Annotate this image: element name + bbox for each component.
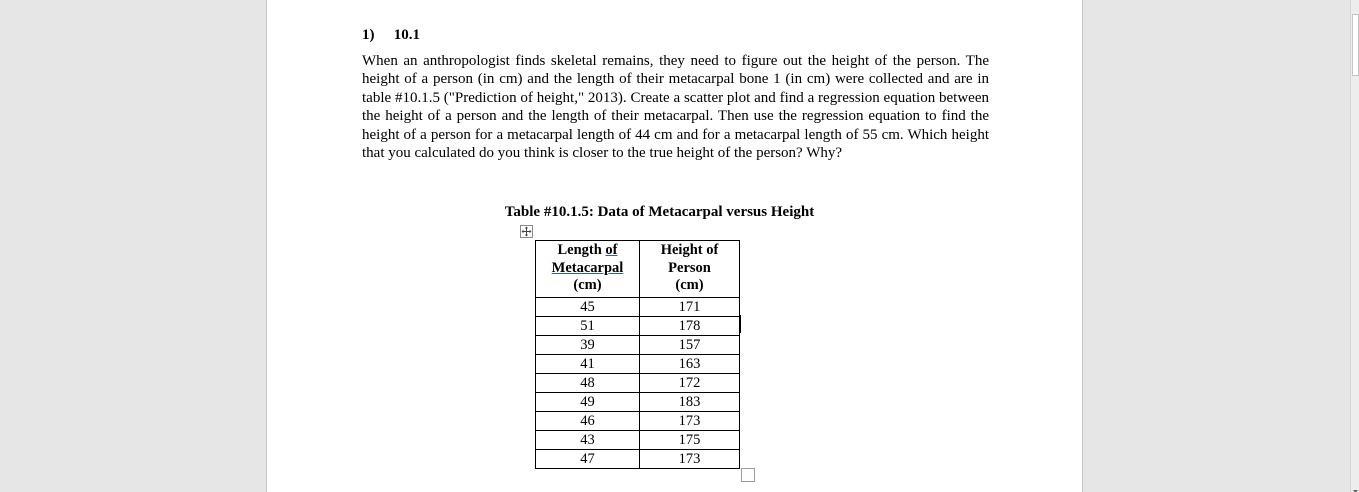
header-metacarpal-word: Metacarpal [551,259,624,276]
length-cell[interactable]: 43 [536,431,640,450]
height-cell[interactable]: 175 [640,431,740,450]
problem-id: 10.1 [393,27,420,43]
problem-paragraph: When an anthropologist finds skeletal remains, they need to figure out the height of the person. The height of a person (in cm) and the length of their metacarpal bone 1 (in cm) were collected and are in table #10.1.5 ("Prediction of height," 2013). Create a scatter plot and find a regression equation between the height of a person and the length of their metacarpal. Then use the regression equation to find the height of a person for a metacarpal length of 44 cm and for a metacarpal length of 55 cm. Which height that you calculated do you think is closer to the true height of the person? Why? [362,53,989,162]
header-col1-unit: (cm) [573,277,602,294]
header-col2-unit: (cm) [675,277,704,294]
height-cell[interactable]: 183 [640,393,740,412]
height-cell[interactable]: 163 [640,355,740,374]
table-row [536,450,740,469]
table-row [536,298,740,317]
height-cell[interactable]: 178 [640,317,740,336]
table-row [536,336,740,355]
table-caption: Table #10.1.5: Data of Metacarpal versus Height [504,204,815,220]
problem-heading [362,27,420,44]
height-cell[interactable]: 172 [640,374,740,393]
scrollbar-thumb[interactable] [1352,14,1359,76]
height-cell[interactable]: 173 [640,412,740,431]
header-of-word: of [605,242,618,258]
length-cell[interactable]: 47 [536,450,640,469]
table-move-icon[interactable] [520,225,533,238]
header-length-metacarpal[interactable] [536,241,640,298]
metacarpal-height-table [535,240,740,469]
table-row [536,374,740,393]
height-cell[interactable]: 171 [640,298,740,317]
length-cell[interactable]: 46 [536,412,640,431]
length-cell[interactable]: 48 [536,374,640,393]
header-length-word: Length [557,242,606,258]
header-height-person[interactable] [640,241,740,298]
table-row [536,317,740,336]
scroll-down-arrow-icon[interactable] [1351,483,1359,492]
table-header-row [536,241,740,298]
table-row [536,412,740,431]
length-cell[interactable]: 51 [536,317,640,336]
table-row [536,393,740,412]
length-cell[interactable]: 49 [536,393,640,412]
length-cell[interactable]: 41 [536,355,640,374]
table-row [536,355,740,374]
header-col2-line2: Person [668,259,711,276]
length-cell[interactable]: 45 [536,298,640,317]
header-col2-line1: Height of [660,242,719,258]
height-cell[interactable]: 173 [640,450,740,469]
problem-number: 1) [362,27,375,43]
document-page[interactable] [266,0,1083,492]
text-cursor [740,315,741,333]
table-resize-icon[interactable] [741,468,755,482]
length-cell[interactable]: 39 [536,336,640,355]
height-cell[interactable]: 157 [640,336,740,355]
table-row [536,431,740,450]
vertical-scrollbar[interactable] [1350,0,1359,492]
